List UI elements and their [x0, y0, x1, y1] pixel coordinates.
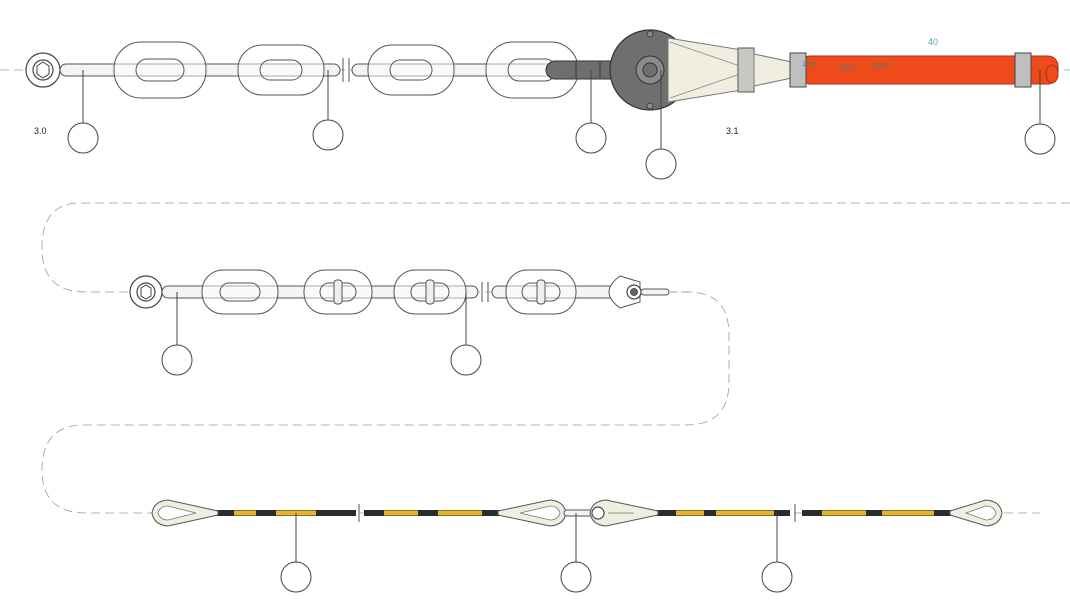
wire-rope-segment[interactable] [656, 510, 790, 516]
segment-label: 3.1 [726, 126, 739, 136]
chain-link-studded[interactable] [506, 270, 576, 314]
thimble-eye[interactable] [590, 500, 658, 526]
row-2 [130, 270, 690, 375]
thimble-eye[interactable] [498, 500, 566, 526]
chain-link[interactable] [238, 45, 324, 95]
rope-marking: 124.0 [872, 63, 890, 70]
rope-termination[interactable] [1015, 53, 1031, 87]
callout-bubble[interactable] [68, 70, 98, 153]
wire-rope-segment[interactable] [364, 510, 500, 516]
callout-bubble[interactable] [281, 513, 311, 592]
callout-bubble[interactable] [576, 70, 606, 153]
end-shackle[interactable] [609, 276, 669, 308]
continuation-line [42, 292, 729, 513]
anchor-ring[interactable] [130, 276, 162, 308]
segment-label: 3.0 [34, 126, 47, 136]
dimension-label: 40 [928, 37, 939, 47]
bridle[interactable] [668, 38, 792, 102]
row-3 [150, 500, 1040, 592]
thimble-eye[interactable] [152, 500, 218, 526]
callout-bubble[interactable] [762, 513, 792, 592]
rope-marking: 14.0 [802, 61, 816, 68]
row-1 [0, 30, 1070, 179]
wire-rope-segment[interactable] [802, 510, 952, 516]
thimble-eye[interactable] [950, 500, 1002, 526]
callout-bubble[interactable] [162, 292, 192, 375]
chain-link[interactable] [202, 270, 278, 314]
rope-marking: 122.0 [838, 65, 856, 72]
chain-link-studded[interactable] [394, 270, 466, 314]
wire-rope-segment[interactable] [214, 510, 356, 516]
chain-link[interactable] [368, 45, 454, 95]
chain-link-studded[interactable] [304, 270, 372, 314]
chain-link[interactable] [114, 42, 206, 98]
callout-bubble[interactable] [561, 513, 591, 592]
rope-termination[interactable] [790, 53, 806, 87]
anchor-ring[interactable] [26, 53, 60, 87]
